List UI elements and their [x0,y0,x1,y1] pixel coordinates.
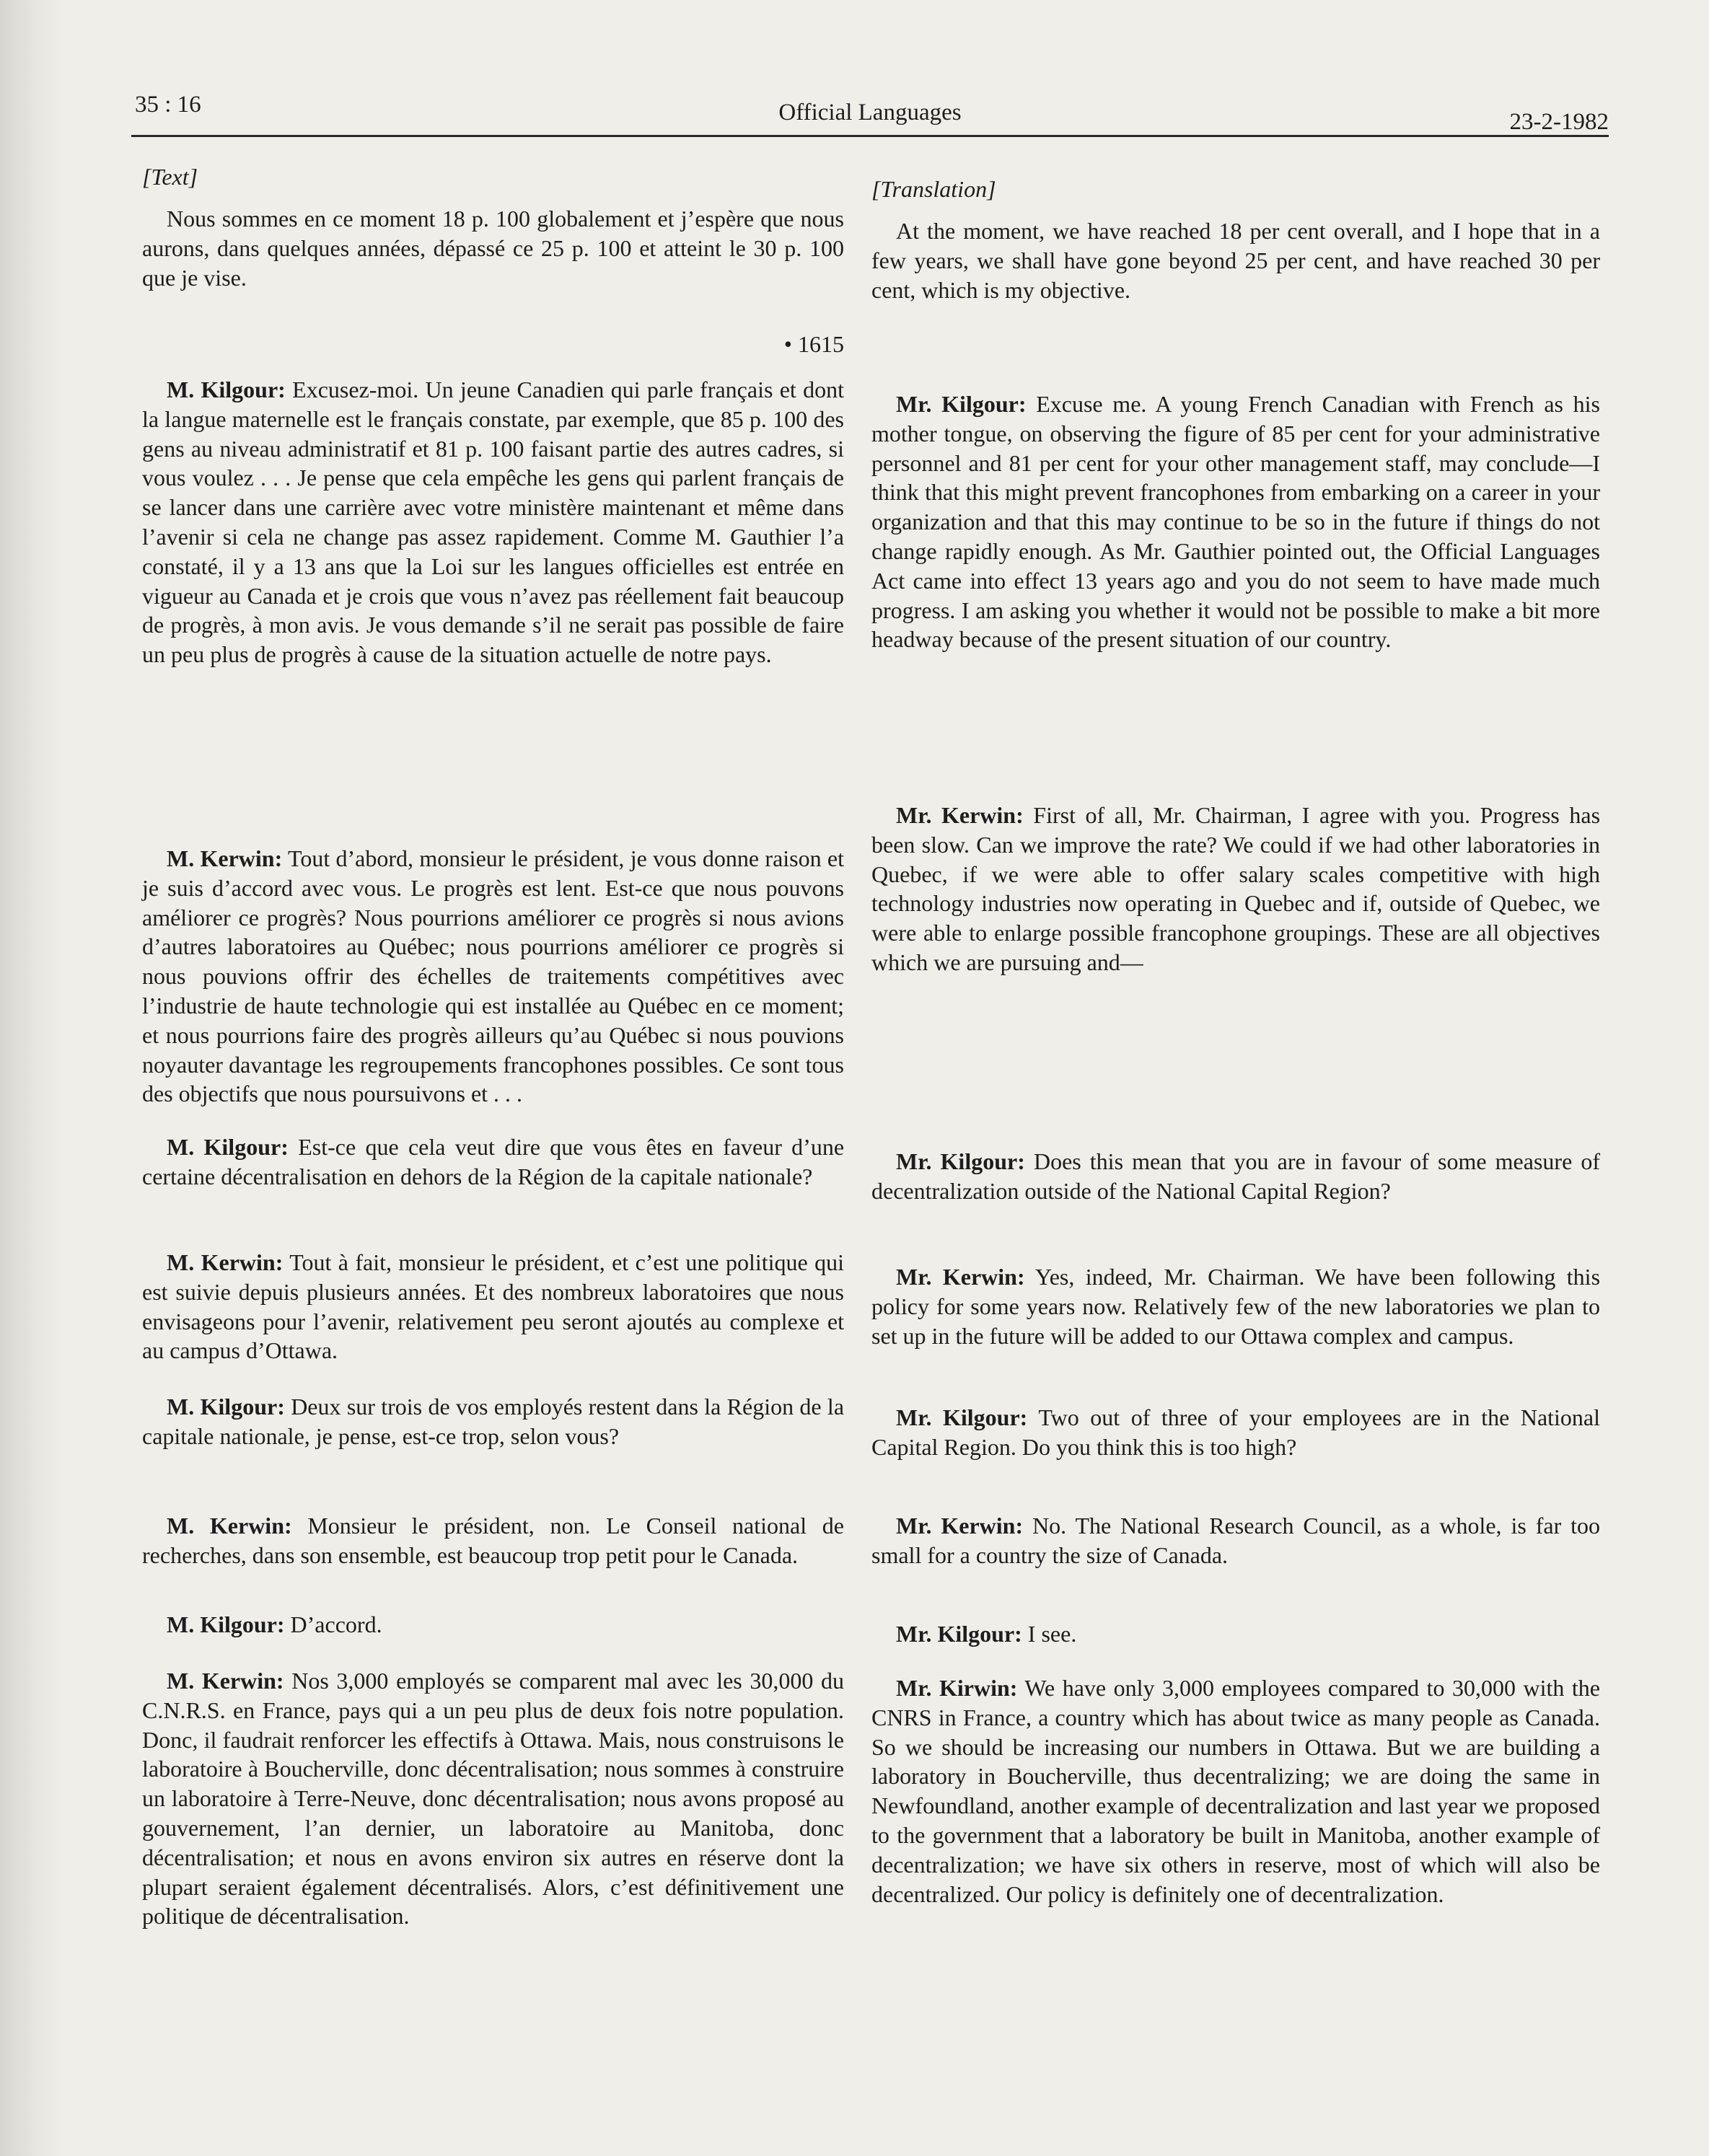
page-header [131,90,1609,137]
paragraph-kerwin-1 [142,844,844,1109]
page-binding-shadow [0,0,63,2156]
speaker: Mr. Kilgour: [896,391,1027,417]
paragraph-kilgour-3 [142,1392,844,1451]
speaker: Mr. Kirwin: [896,1675,1018,1701]
speech: Tout d’abord, monsieur le président, je vous donne raison et je suis d’accord avec vous. Le progrès est lent. Est-ce que nous pouvons améliorer ce progrès? Nous pourrions améliorer ce progrès si nous avions d’autres laboratoires au Québec; nous pourrions améliorer ce progrès si nous pouvions offrir des échelles de traitements compétitives avec l’industrie de haute technologie qui est installée au Québec en ce moment; et nous pourrions faire des progrès ailleurs qu’au Québec si nous pouvions noyauter davantage les regroupements francophones possibles. Ce sont tous des objectifs que nous poursuivons et . . . [142,845,845,1107]
paragraph-kilgour-3 [871,1403,1600,1462]
paragraph-kilgour-2 [871,1147,1600,1206]
speaker: M. Kerwin: [167,845,283,871]
speech: Does this mean that you are in favour of some measure of decentralization outside of the National Capital Region? [871,1148,1601,1204]
page-date: 23-2-1982 [1509,109,1609,135]
speaker: Mr. Kilgour: [896,1621,1022,1647]
translation-marker: [Translation] [871,176,996,202]
paragraph-kilgour-2 [142,1132,844,1192]
speaker: M. Kerwin: [167,1668,284,1694]
speech: Excusez-moi. Un jeune Canadien qui parle français et dont la langue maternelle est le français constate, par exemple, que 85 p. 100 des gens au niveau administratif et 81 p. 100 faisant partie des autres cadres, si vous voulez . . . Je pense que cela empêche les gens qui parlent français de se lancer dans une carrière avec votre ministère maintenant et même dans l’avenir si cela ne change pas assez rapidement. Comme M. Gauthier l’a constaté, il y a 13 ans que la Loi sur les langues officielles est entrée en vigueur au Canada et je crois que vous n’avez pas réellement fait beaucoup de progrès, à mon avis. Je vous demande s’il ne serait pas possible de faire un peu plus de progrès à cause de la situation actuelle de notre pays. [142,377,845,668]
paragraph-kilgour-1 [142,375,844,669]
paragraph-kerwin-4 [142,1666,844,1931]
page-title: Official Languages [778,100,962,126]
speaker: M. Kilgour: [167,1134,289,1160]
speaker: Mr. Kilgour: [896,1404,1028,1430]
speech: Deux sur trois de vos employés restent dans la Région de la capitale nationale, je pense, est-ce trop, selon vous? [142,1394,845,1449]
speech: D’accord. [290,1611,382,1637]
speaker: M. Kilgour: [167,377,286,402]
speaker: Mr. Kerwin: [896,802,1024,828]
paragraph-kerwin-3 [142,1511,844,1570]
speech: Excuse me. A young French Canadian with French as his mother tongue, on observing the figure of 85 per cent for your administrative personnel and 81 per cent for your other management staff, may conclude—I think that this might prevent francophones from embarking on a career in your organization and that this may continue to be so in the future if things do not change rapidly enough. As Mr. Gauthier pointed out, the Official Languages Act came into effect 13 years ago and you do not seem to have made much progress. I am asking you whether it would not be possible to make a bit more headway because of the present situation of our country. [871,391,1601,653]
paragraph-kerwin-1 [871,801,1600,977]
speech: I see. [1027,1621,1077,1647]
speaker: M. Kerwin: [167,1249,284,1275]
paragraph-kilgour-1 [871,390,1600,654]
paragraph-kilgour-4 [142,1610,844,1640]
paragraph-kerwin-2 [142,1248,844,1365]
speech: Monsieur le président, non. Le Conseil national de recherches, dans son ensemble, est beaucoup trop petit pour le Canada. [142,1513,844,1568]
page-number: 35 : 16 [135,92,201,118]
speech: Tout à fait, monsieur le président, et c’est une politique qui est suivie depuis plusieurs années. Et des nombreux laboratoires que nous envisageons pour l’avenir, relativement peu seront ajoutés au complexe et au campus d’Ottawa. [142,1249,845,1364]
speaker: Mr. Kilgour: [896,1148,1025,1174]
timestamp-row [142,330,844,359]
speech: First of all, Mr. Chairman, I agree with you. Progress has been slow. Can we improve the rate? We could if we had other laboratories in Quebec, if we were able to offer salary scales competitive with high technology industries now operating in Quebec and if, outside of Quebec, we were able to enlarge possible francophone groupings. These are all objectives which we are pursuing and— [871,802,1601,975]
speaker: M. Kilgour: [167,1611,285,1637]
timestamp: • 1615 [783,331,844,357]
opening-paragraph: Nous sommes en ce moment 18 p. 100 globalement et j’espère que nous aurons, dans quelques années, dépassé ce 25 p. 100 et atteint le 30 p. 100 que je vise. [142,206,844,291]
speech: Est-ce que cela veut dire que vous êtes en faveur d’une certaine décentralisation en dehors de la Région de la capitale nationale? [142,1134,845,1189]
paragraph-kerwin-2 [871,1262,1600,1350]
speech: We have only 3,000 employees compared to 30,000 with the CNRS in France, a country which has about twice as many people as Canada. So we should be increasing our numbers in Ottawa. But we are building a laboratory in Boucherville, thus decentralizing; we are doing the same in Newfoundland, another example of decentralization and last year we proposed to the government that a laboratory be built in Manitoba, another example of decentralization; we have six others in reserve, most of which will also be decentralized. Our policy is definitely one of decentralization. [871,1675,1601,1907]
speaker: M. Kerwin: [167,1513,292,1539]
speech: Nos 3,000 employés se comparent mal avec les 30,000 du C.N.R.S. en France, pays qui a un peu plus de deux fois notre population. Donc, il faudrait renforcer les effectifs à Ottawa. Mais, nous construisons le laboratoire à Boucherville, donc décentralisation; nous sommes à construire un laboratoire à Terre-Neuve, donc décentralisation; nous avons proposé au gouvernement, l’an dernier, un laboratoire au Manitoba, donc décentralisation; et nous en avons environ six autres en réserve dont la plupart seraient également décentralisés. Alors, c’est définitivement une politique de décentralisation. [142,1668,845,1930]
speech: Two out of three of your employees are in the National Capital Region. Do you think this is too high? [871,1404,1601,1460]
text-marker: [Text] [142,164,198,190]
opening-paragraph: At the moment, we have reached 18 per cent overall, and I hope that in a few years, we shall have gone beyond 25 per cent, and have reached 30 per cent, which is my objective. [871,218,1600,303]
paragraph-kirwin-4 [871,1673,1600,1909]
paragraph-kerwin-3 [871,1511,1600,1570]
speech: No. The National Research Council, as a whole, is far too small for a country the size of Canada. [871,1513,1601,1568]
speaker: Mr. Kerwin: [896,1264,1025,1290]
speech: Yes, indeed, Mr. Chairman. We have been following this policy for some years now. Relatively few of the new laboratories we plan to set up in the future will be added to our Ottawa complex and campus. [871,1264,1601,1349]
speaker: Mr. Kerwin: [896,1513,1024,1539]
paragraph-kilgour-4 [871,1619,1600,1649]
speaker: M. Kilgour: [167,1394,285,1420]
